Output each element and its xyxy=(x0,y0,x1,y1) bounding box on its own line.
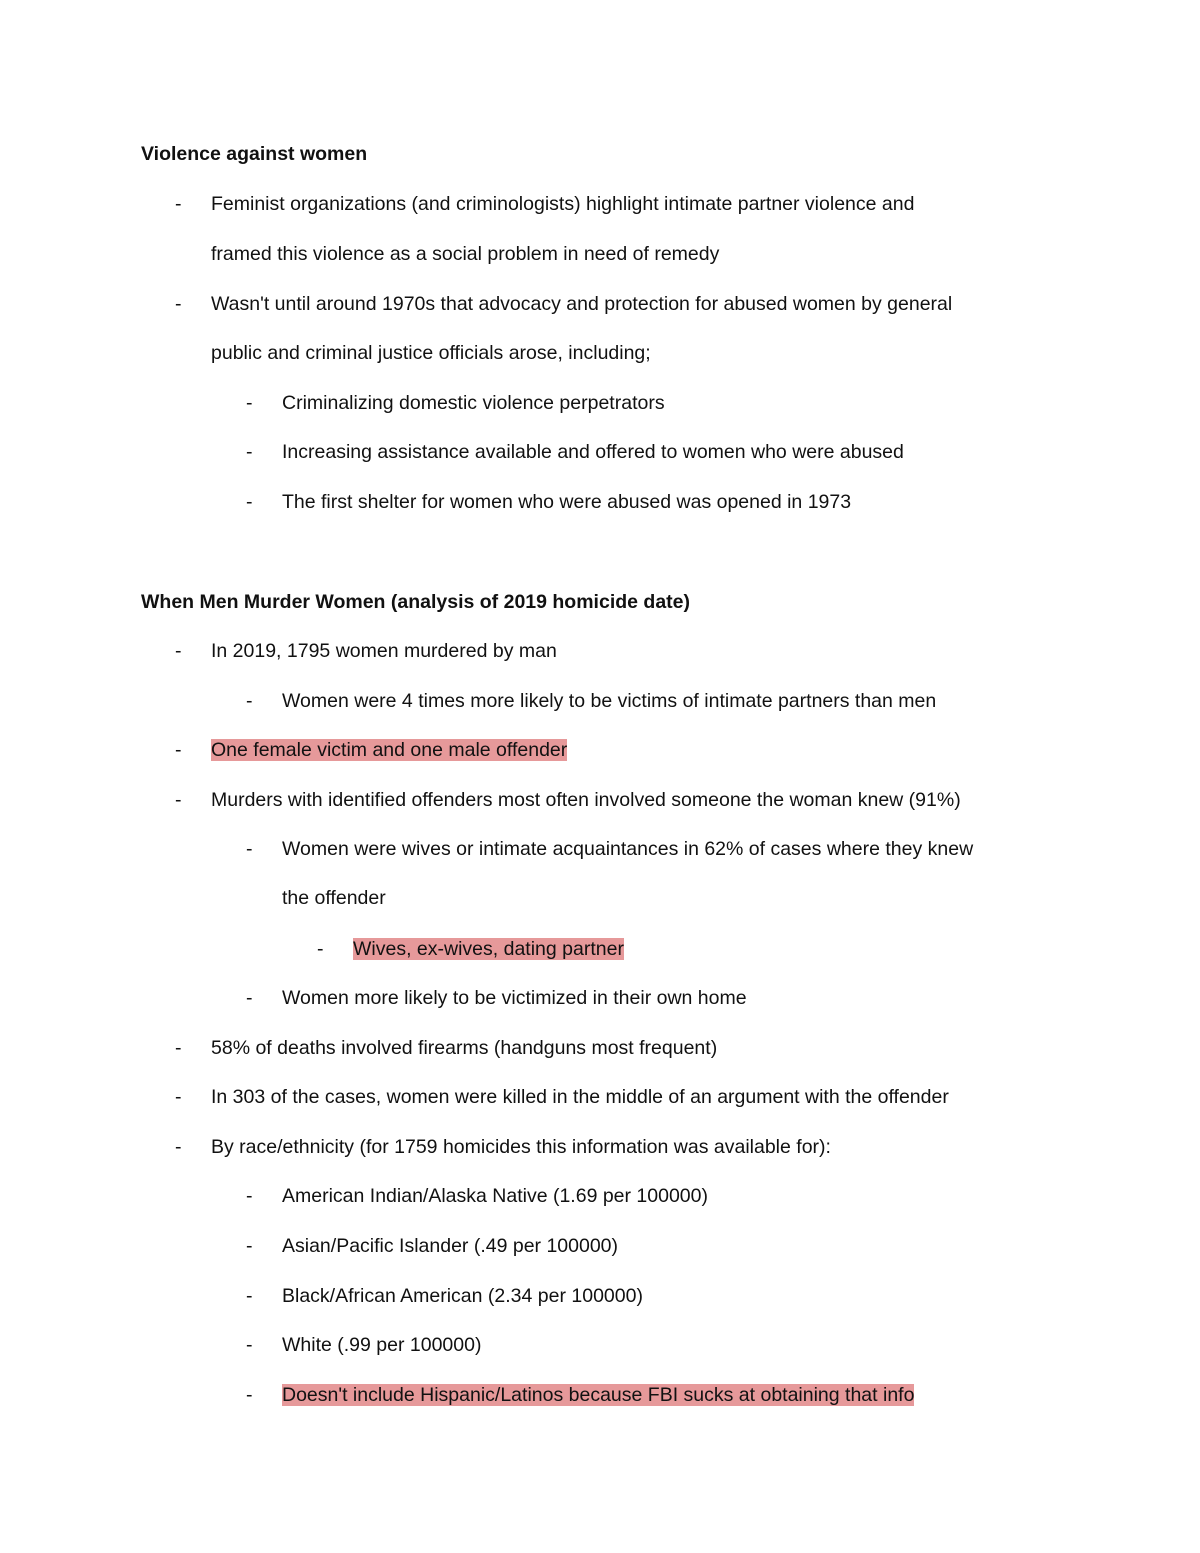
highlighted-text: Doesn't include Hispanic/Latinos because FBI sucks at obtaining that info xyxy=(282,1384,915,1406)
list-item-highlighted-wrap xyxy=(211,738,567,762)
bullet-dash: - xyxy=(246,491,253,513)
bullet-dash: - xyxy=(246,1334,253,1356)
bullet-dash: - xyxy=(246,987,253,1009)
bullet-dash: - xyxy=(246,838,253,860)
bullet-dash: - xyxy=(246,441,253,463)
list-item-continuation: the offender xyxy=(282,887,386,909)
list-item: Murders with identified offenders most often involved someone the woman knew (91%) xyxy=(211,789,961,811)
section-heading-when-men-murder-women: When Men Murder Women (analysis of 2019 homicide date) xyxy=(141,591,690,613)
bullet-dash: - xyxy=(246,1185,253,1207)
list-item: Criminalizing domestic violence perpetrators xyxy=(282,392,665,414)
list-item: 58% of deaths involved firearms (handguns most frequent) xyxy=(211,1037,718,1059)
bullet-dash: - xyxy=(246,690,253,712)
bullet-dash: - xyxy=(246,1235,253,1257)
bullet-dash: - xyxy=(175,789,182,811)
list-item-continuation: framed this violence as a social problem in need of remedy xyxy=(211,243,720,265)
list-item: The first shelter for women who were abused was opened in 1973 xyxy=(282,491,852,513)
list-item: Women were 4 times more likely to be victims of intimate partners than men xyxy=(282,690,937,712)
section-heading-violence-against-women: Violence against women xyxy=(141,143,368,165)
list-item-highlighted-wrap xyxy=(282,1383,914,1407)
bullet-dash: - xyxy=(175,293,182,315)
bullet-dash: - xyxy=(175,1086,182,1108)
list-item: Increasing assistance available and offered to women who were abused xyxy=(282,441,904,463)
bullet-dash: - xyxy=(317,938,324,960)
list-item: In 2019, 1795 women murdered by man xyxy=(211,640,557,662)
list-item-continuation: public and criminal justice officials arose, including; xyxy=(211,342,651,364)
bullet-dash: - xyxy=(175,640,182,662)
list-item: Wasn't until around 1970s that advocacy and protection for abused women by general xyxy=(211,293,953,315)
list-item-highlighted-wrap xyxy=(353,937,624,961)
list-item: Asian/Pacific Islander (.49 per 100000) xyxy=(282,1235,619,1257)
list-item: American Indian/Alaska Native (1.69 per 100000) xyxy=(282,1185,708,1207)
bullet-dash: - xyxy=(175,1136,182,1158)
bullet-dash: - xyxy=(175,193,182,215)
highlighted-text: Wives, ex-wives, dating partner xyxy=(353,938,624,960)
bullet-dash: - xyxy=(175,739,182,761)
list-item: White (.99 per 100000) xyxy=(282,1334,482,1356)
highlighted-text: One female victim and one male offender xyxy=(211,739,568,761)
list-item: Feminist organizations (and criminologists) highlight intimate partner violence and xyxy=(211,193,915,215)
bullet-dash: - xyxy=(246,1384,253,1406)
bullet-dash: - xyxy=(246,1285,253,1307)
bullet-dash: - xyxy=(175,1037,182,1059)
bullet-dash: - xyxy=(246,392,253,414)
list-item: Women more likely to be victimized in their own home xyxy=(282,987,747,1009)
list-item: Black/African American (2.34 per 100000) xyxy=(282,1285,643,1307)
list-item: In 303 of the cases, women were killed in the middle of an argument with the offender xyxy=(211,1086,949,1108)
list-item: Women were wives or intimate acquaintances in 62% of cases where they knew xyxy=(282,838,974,860)
list-item: By race/ethnicity (for 1759 homicides this information was available for): xyxy=(211,1136,831,1158)
